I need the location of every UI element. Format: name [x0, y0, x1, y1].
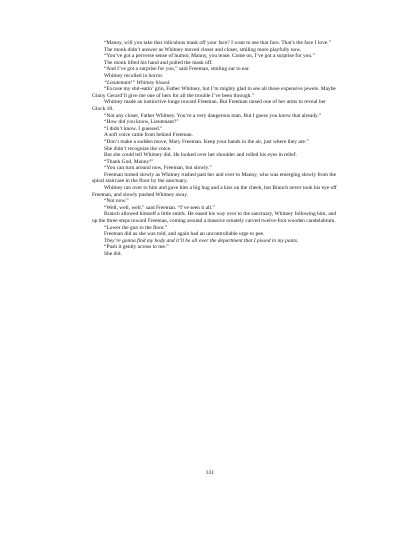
paragraph: “I didn’t know. I guessed.”	[104, 125, 163, 132]
paragraph: “And I’ve got a surprise for you,” said Freeman, smiling ear to ear.	[104, 66, 250, 73]
paragraph: “Well, well, well,” said Freeman. “I’ve seen it all.”	[104, 204, 215, 211]
paragraph: She did.	[104, 251, 122, 257]
paragraph: The monk lifted his hand and pulled the mask off.	[104, 59, 213, 66]
paragraph: But she could tell Whitney did. He looked over her shoulder and rolled his eyes in relief.	[104, 152, 297, 159]
paragraph: She didn’t recognize the voice.	[104, 145, 172, 152]
paragraph: The monk didn’t answer as Whitney moved closer and closer, smiling more playfully now.	[104, 46, 302, 53]
paragraph: “You can turn around now, Freeman, but slowly.”	[104, 165, 212, 172]
paragraph: “Not any closer, Father Whitney. You’re a very dangerous man. But I guess you know that already.”	[104, 112, 322, 119]
paragraph: Whitney made an instinctive lunge toward Freeman. But Freeman raised one of her arms to reveal her Glock 18.	[92, 99, 326, 112]
paragraph: Whitney ran over to him and gave him a big hug and a kiss on the cheek, but Branch never took his eye off Freeman, and slowly pushed Whitney away.	[92, 185, 337, 198]
paragraph: “Not now.”	[104, 198, 129, 205]
paragraph: Whitney recoiled in horror.	[104, 72, 164, 79]
paragraph: “You’ve got a perverse sense of humor, Manny, you tease. Come on, I’ve got a surprise for you.”	[104, 53, 315, 60]
italic-paragraph-text: “Lieutenant!” Whitney hissed.	[104, 79, 171, 86]
paragraph: “Lower the gun to the floor.”	[104, 224, 168, 231]
paragraph: A soft voice came from behind Freeman.	[104, 132, 193, 139]
paragraph: Branch allowed himself a little smirk. He eased his way over to the sanctuary, Whitney following him, and up the three steps toward Freeman, coming around a massive ornately carved twelve-foot wooden candelabrum.	[92, 211, 337, 225]
paragraph: “How did you know, Lieutenant?”	[104, 119, 179, 126]
paragraph: “Manny, will you take that ridiculous mask off your face? I want to see that face. That’s the face I love.”	[104, 40, 331, 46]
italic-paragraph-text: They’re gonna find my body and it’ll be all over the department that I pissed in my pants.	[104, 237, 299, 244]
paragraph: “Don’t make a sudden move, Mary Freeman. Keep your hands in the air, just where they are.”	[104, 138, 309, 145]
body-text	[92, 40, 338, 258]
paragraph: “Excuse my shit-eatin’ grin, Father Whitney, but I’m mighty glad to see all those expensive jewels. Maybe Ginny Gerard’ll give me one of hers for all the trouble I’ve been through.”	[92, 86, 336, 99]
paragraph: Freeman turned slowly as Whitney rushed past her and over to Manny, who was emerging slowly from the spiral staircase in the floor by the sanctuary.	[92, 171, 337, 185]
paragraph: “Push it gently across to me.”	[104, 244, 169, 251]
paragraph: Freeman did as she was told, and again had an uncontrollable urge to pee.	[104, 231, 265, 238]
page-number: 331	[205, 470, 215, 476]
paragraph: “Thank God, Manny!”	[104, 158, 154, 165]
